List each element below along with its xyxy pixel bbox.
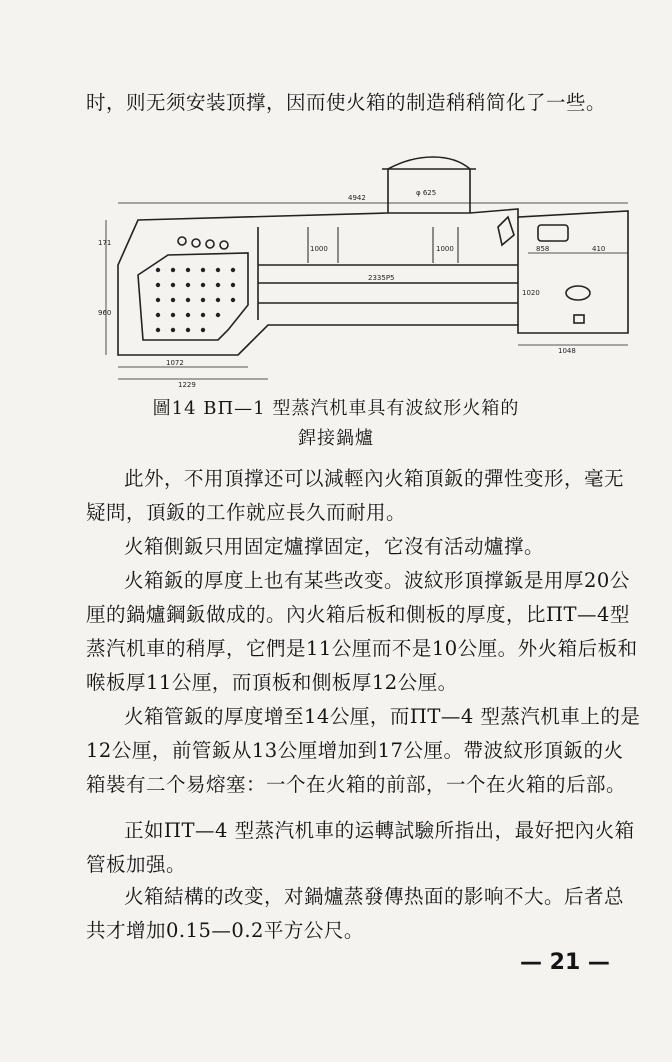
dim-right-a: 858 [536, 245, 550, 253]
boiler-shell [118, 209, 628, 355]
dim-right-b: 410 [592, 245, 606, 253]
dim-bottom-right: 1048 [558, 347, 576, 355]
dim-bottom-outer: 1229 [178, 381, 196, 389]
dim-top-total: 4942 [348, 194, 366, 202]
boiler-drawing [98, 155, 638, 395]
paragraph-3: 火箱鈑的厚度上也有某些改变。波紋形頂撑鈑是用厚20公厘的鍋爐鋼鈑做成的。內火箱后板和側板的厚度，比ПТ—4型蒸汽机車的稍厚，它們是11公厘而不是10公厘。外火箱后板和喉板厚11公厘，而頂板和側板厚12公厘。 [86, 569, 638, 694]
figure-caption-line1: 圖14 ВП—1 型蒸汽机車具有波紋形火箱的 [152, 398, 520, 419]
page-number: — 21 — [520, 950, 610, 975]
dim-dome-diameter: φ 625 [416, 189, 437, 197]
inner-firebox [138, 253, 248, 340]
paragraph-6: 火箱結構的改变，对鍋爐蒸發傳热面的影响不大。后者总共才增加0.15—0.2平方公尺。 [86, 885, 625, 942]
figure-caption-line2: 銲接鍋爐 [298, 428, 374, 449]
dim-mid-span: 2335P5 [368, 274, 395, 282]
dim-left-height: 171 [98, 239, 112, 247]
intro-paragraph: 时，则无须安装顶撑，因而使火箱的制造稍稍简化了一些。 [86, 91, 607, 114]
dim-vert-2: 1000 [436, 245, 454, 253]
paragraph-4: 火箱管鈑的厚度增至14公厘，而ПТ—4 型蒸汽机車上的是12公厘，前管鈑从13公厘增加到17公厘。帶波紋形頂鈑的火箱裝有二个易熔塞：一个在火箱的前部，一个在火箱的后部。 [86, 705, 641, 796]
paragraph-5: 正如ПТ—4 型蒸汽机車的运轉試驗所指出，最好把內火箱管板加强。 [86, 819, 635, 876]
paragraph-1: 此外，不用頂撑还可以減輕內火箱頂鈑的彈性变形，毫无疑問，頂鈑的工作就应長久而耐用。 [86, 467, 625, 524]
dim-left-lower: 960 [98, 309, 112, 317]
paragraph-2: 火箱側鈑只用固定爐撑固定，它沒有活动爐撑。 [124, 535, 545, 558]
dim-vert-1: 1000 [310, 245, 328, 253]
steam-dome [388, 157, 470, 213]
dim-vert-3: 1020 [522, 289, 540, 297]
dim-bottom-inner: 1072 [166, 359, 184, 367]
